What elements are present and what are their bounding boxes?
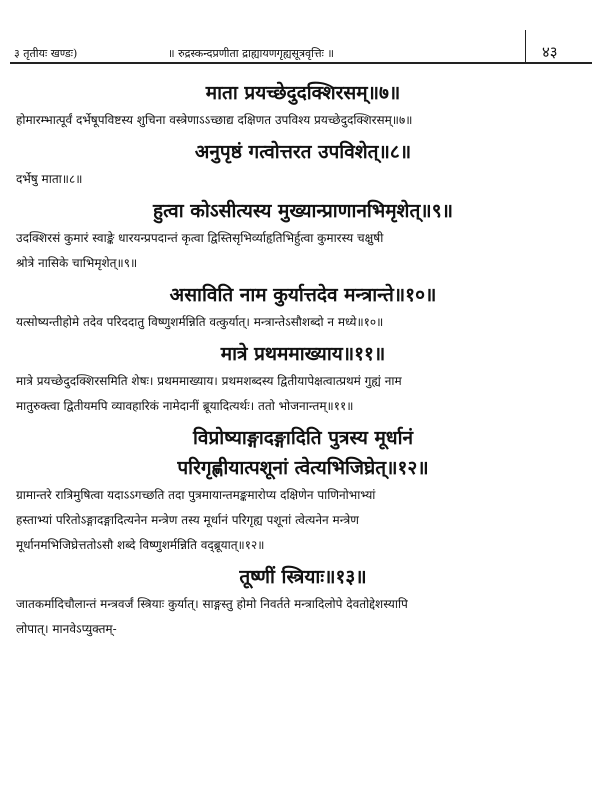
page-number: ४३	[542, 43, 558, 61]
sutra-12-line-1: विप्रोष्याङ्गादङ्गादिति पुत्रस्य मूर्धानं	[192, 427, 414, 449]
sutra-13: तूष्णीं स्त्रियाः॥१३॥	[239, 566, 367, 588]
sutra-12-line-2: परिगृह्णीयात्पशूनां त्वेत्यभिजिघ्रेत्॥१२॥	[177, 457, 429, 479]
page-body	[14, 78, 592, 642]
commentary-12-line-2: हस्ताभ्यां परितोऽङ्गादङ्गादित्यनेन मन्त्रेण तस्य मूर्धानं परिगृह्य पशूनां त्वेत्यनेन मन्त्रेण	[16, 513, 359, 527]
commentary-12-line-1: ग्रामान्तरे रात्रिमुषित्वा यदाऽऽगच्छति तदा पुत्रमायान्तमङ्कमारोप्य दक्षिणेन पाणिनोभाभ्यां	[16, 488, 376, 502]
sutra-11: मात्रे प्रथममाख्याय॥११॥	[220, 343, 386, 365]
commentary-13-line-2: लोपात्। मानवेऽप्युक्तम्-	[16, 622, 117, 636]
commentary-7: होमारम्भात्पूर्वं दर्भेषूपविष्टस्य शुचिना वस्त्रेणाऽऽच्छाद्य दक्षिणत उपविश्य प्रयच्छेदुदक्शिरसम्॥७॥	[16, 113, 413, 127]
section-label: ३ तृतीयः खण्डः)	[14, 47, 78, 60]
running-title: ॥ रुद्रस्कन्दप्रणीता द्राह्यायणगृह्यसूत्रवृत्तिः ॥	[168, 47, 334, 60]
commentary-10: यत्सोष्यन्तीहोमे तदेव परिददातु विष्णुशर्मन्निति वत्कुर्यात्। मन्त्रान्तेऽसौशब्दो न मध्ये॥१०॥	[16, 315, 384, 329]
sutra-9: हुत्वा कोऽसीत्यस्य मुख्यान्प्राणानभिमृशेत्॥९॥	[153, 200, 453, 222]
page-header	[0, 0, 600, 62]
sutra-7: माता प्रयच्छेदुदक्शिरसम्॥७॥	[205, 82, 401, 104]
commentary-13-line-1: जातकर्मादिचौलान्तं मन्त्रवर्जं स्त्रियाः कुर्यात्। साङ्गस्तु होमो निवर्तते मन्त्रादिलोपे देवतोद्देशस्यापि	[16, 597, 408, 611]
header-rule	[10, 62, 592, 64]
sutra-8: अनुपृष्ठं गत्वोत्तरत उपविशेत्॥८॥	[194, 141, 412, 163]
sutra-10: असाविति नाम कुर्यात्तदेव मन्त्रान्ते॥१०॥	[169, 284, 437, 306]
commentary-9-line-2: श्रोत्रे नासिके चाभिमृशेत्॥९॥	[16, 256, 138, 270]
header-divider-vertical	[525, 30, 526, 62]
commentary-8: दर्भेषु माता॥८॥	[16, 172, 83, 186]
commentary-9-line-1: उदक्शिरसं कुमारं स्वाङ्के धारयन्प्रपदान्तं कृत्वा द्विस्तिसृभिर्व्याहृतिभिर्हुत्वा कुमारस्य चक्षुषी	[16, 231, 384, 245]
commentary-11-line-2: मातुरुक्त्वा द्वितीयमपि व्यावहारिकं नामेदानीं ब्रूयादित्यर्थः। ततो भोजनान्तम्॥११॥	[16, 399, 354, 413]
commentary-12-line-3: मूर्धानमभिजिघ्रेत्ततोऽसौ शब्दे विष्णुशर्मन्निति वद्ब्रूयात्॥१२॥	[16, 538, 265, 552]
commentary-11-line-1: मात्रे प्रयच्छेदुदक्शिरसमिति शेषः। प्रथममाख्याय। प्रथमशब्दस्य द्वितीयापेक्षत्वात्प्रथमं गुह्यं नाम	[16, 374, 402, 388]
